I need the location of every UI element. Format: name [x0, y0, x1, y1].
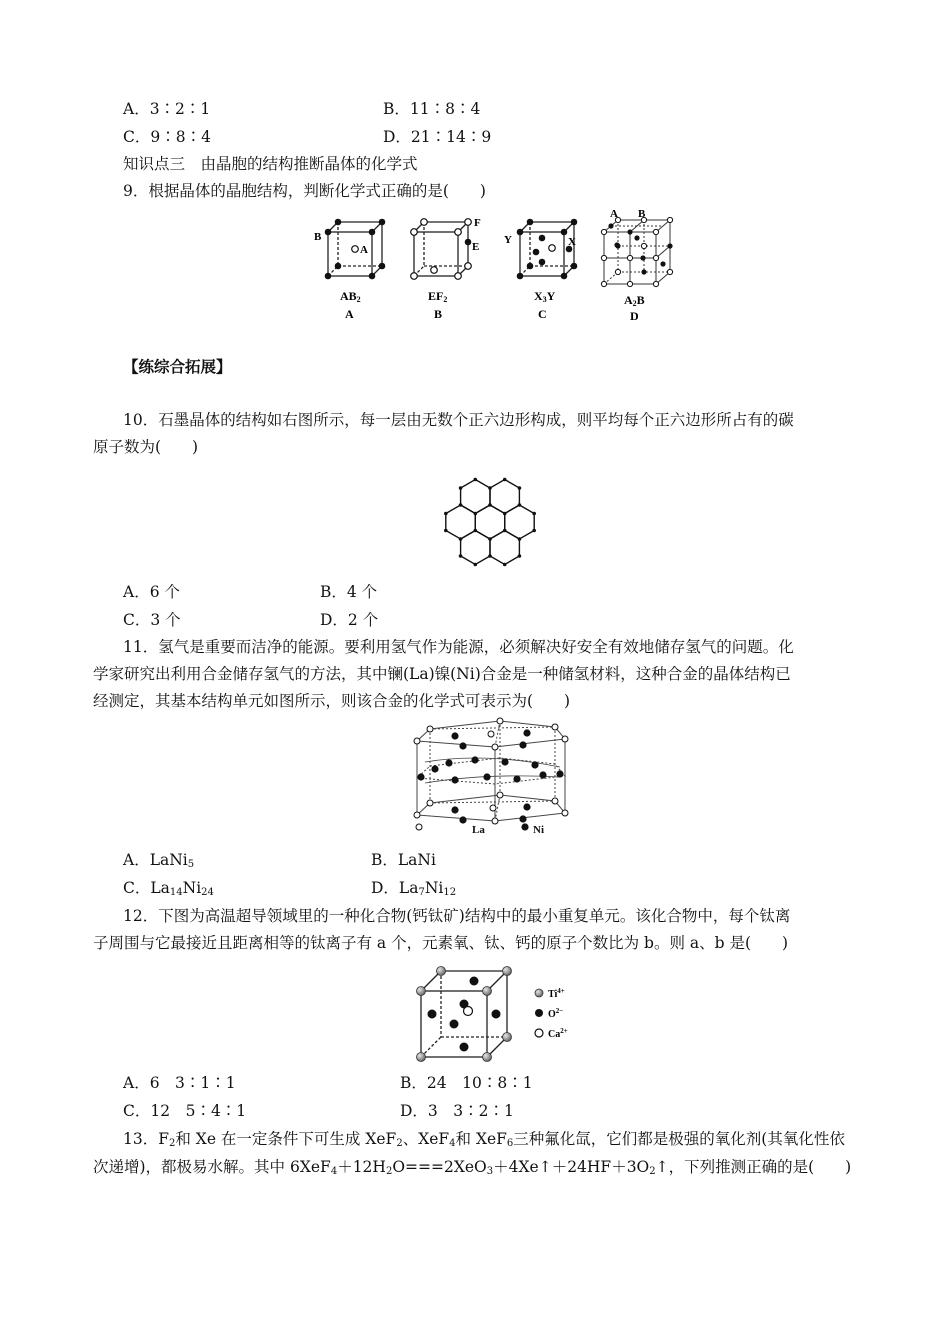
q12-legend-ca: $Ca^{2+}$	[548, 1027, 568, 1040]
q9-b-label-f: F	[474, 217, 481, 229]
q9-d-label-b: B	[638, 208, 646, 220]
q9-c-formula: X3Y	[534, 289, 556, 304]
practice-section-title: 【练综合拓展】	[123, 357, 232, 376]
graphite-hexagon	[505, 505, 535, 539]
q11-lani-structure-figure	[365, 717, 575, 845]
q9-d-letter: D	[630, 309, 639, 323]
q9-a-label-a: A	[360, 244, 368, 256]
q12-option-c: C．12 5∶4∶1	[123, 1102, 247, 1120]
carbon-atom	[488, 486, 492, 490]
q9-c-label-x: X	[568, 236, 576, 248]
q12-option-b: B．24 10∶8∶1	[400, 1074, 533, 1092]
q13-stem-line2: 次递增)，都极易水解。其中 $6XeF_4+12H_2O===2XeO_3+4Xe↑+24HF+3O_2↑$，下列推测正确的是( )	[93, 1158, 852, 1177]
q9-a-formula: AB2	[340, 289, 361, 304]
legend-la-marker	[416, 824, 422, 830]
carbon-atom	[532, 529, 536, 533]
carbon-atom	[473, 512, 477, 516]
carbon-atom	[488, 537, 492, 541]
carbon-atom	[459, 486, 463, 490]
q9-b-label-e: E	[472, 241, 480, 253]
q9-a-letter: A	[345, 307, 354, 321]
q10-stem-line2: 原子数为( )	[93, 438, 199, 456]
graphite-hexagon	[461, 531, 490, 565]
q9-stem: 9．根据晶体的晶胞结构，判断化学式正确的是( )	[123, 182, 486, 200]
carbon-atom	[473, 529, 477, 533]
carbon-atom	[503, 512, 507, 516]
q12-stem-line1: 12．下图为高温超导领域里的一种化合物(钙钛矿)结构中的最小重复单元。该化合物中，每个钛离	[123, 907, 791, 925]
carbon-atom	[459, 537, 463, 541]
q12-perovskite-figure	[408, 963, 578, 1068]
q11-legend-ni: Ni	[533, 824, 544, 836]
carbon-atom	[503, 478, 507, 482]
graphite-hexagon	[490, 531, 519, 565]
q9-a-label-b: B	[314, 231, 322, 243]
graphite-hexagon	[446, 505, 476, 539]
q10-option-a: A．6 个	[123, 583, 180, 601]
q12-option-a: A．6 3∶1∶1	[123, 1074, 236, 1092]
q9-d-formula: A2B	[624, 293, 645, 308]
q10-option-b: B．4 个	[320, 583, 378, 601]
q11-option-c: C．$La_{14}Ni_{24}$	[123, 879, 214, 898]
q9-figure-b	[400, 212, 490, 322]
q9-b-letter: B	[434, 307, 443, 321]
carbon-atom	[459, 554, 463, 558]
section-title-knowledge-point-3: 知识点三 由晶胞的结构推断晶体的化学式	[123, 155, 418, 173]
q11-stem-line2: 学家研究出利用合金储存氢气的方法，其中镧(La)镍(Ni)合金是一种储氢材料，这种合金的晶体结构已	[93, 665, 791, 683]
q11-option-d: D．$La_7Ni_{12}$	[371, 879, 457, 898]
q9-b-formula: EF2	[428, 289, 448, 304]
legend-ni-marker	[521, 823, 528, 830]
q11-legend-la: La	[472, 824, 485, 836]
q11-option-b: B．LaNi	[371, 851, 436, 869]
q8-option-b: B．11∶8∶4	[383, 100, 481, 118]
q12-legend-ti: $Ti^{4+}$	[548, 987, 565, 1000]
carbon-atom	[473, 563, 477, 567]
q10-option-c: C．3 个	[123, 611, 181, 629]
q8-option-c: C．9∶8∶4	[123, 128, 211, 146]
carbon-atom	[503, 563, 507, 567]
q10-graphite-figure	[430, 462, 550, 582]
q10-option-d: D．2 个	[320, 611, 379, 629]
q12-legend-o: $O^{2-}$	[548, 1007, 564, 1020]
graphite-hexagon	[490, 480, 519, 514]
q11-stem-line1: 11．氢气是重要而洁净的能源。要利用氢气作为能源，必须解决好安全有效地储存氢气的问题。化	[123, 638, 794, 656]
q9-figure-d	[598, 208, 678, 322]
carbon-atom	[444, 512, 448, 516]
q9-figure-c	[500, 212, 590, 322]
carbon-atom	[518, 503, 522, 507]
carbon-atom	[444, 529, 448, 533]
q9-d-label-a: A	[610, 208, 618, 220]
q12-stem-line2: 子周围与它最接近且距离相等的钛离子有 a 个，元素氧、钛、钙的原子个数比为 b。则 a、b 是( )	[93, 934, 789, 952]
q9-figure-a	[310, 212, 390, 322]
carbon-atom	[518, 554, 522, 558]
q8-option-a: A．3∶2∶1	[123, 100, 211, 118]
q9-c-letter: C	[538, 307, 547, 321]
carbon-atom	[473, 478, 477, 482]
q11-stem-line3: 经测定，其基本结构单元如图所示，则该合金的化学式可表示为( )	[93, 692, 571, 710]
svg-text:.: .	[365, 717, 366, 718]
carbon-atom	[488, 503, 492, 507]
q8-option-d: D．21∶14∶9	[383, 128, 492, 146]
graphite-hexagon	[461, 480, 490, 514]
graphite-hexagon	[475, 505, 504, 539]
q10-stem-line1: 10．石墨晶体的结构如右图所示，每一层由无数个正六边形构成，则平均每个正六边形所占有的碳	[123, 411, 794, 429]
q13-stem-line1: 13．$F_2$和 Xe 在一定条件下可生成 XeF$_2$、XeF$_4$和 XeF$_6$三种氟化氙，它们都是极强的氧化剂(其氧化性依	[123, 1130, 845, 1149]
carbon-atom	[459, 503, 463, 507]
q11-option-a: A．LaNi$_5$	[123, 851, 195, 870]
q9-c-label-y: Y	[504, 234, 512, 246]
carbon-atom	[532, 512, 536, 516]
carbon-atom	[503, 529, 507, 533]
carbon-atom	[518, 486, 522, 490]
q12-option-d: D．3 3∶2∶1	[400, 1102, 514, 1120]
carbon-atom	[518, 537, 522, 541]
carbon-atom	[488, 554, 492, 558]
